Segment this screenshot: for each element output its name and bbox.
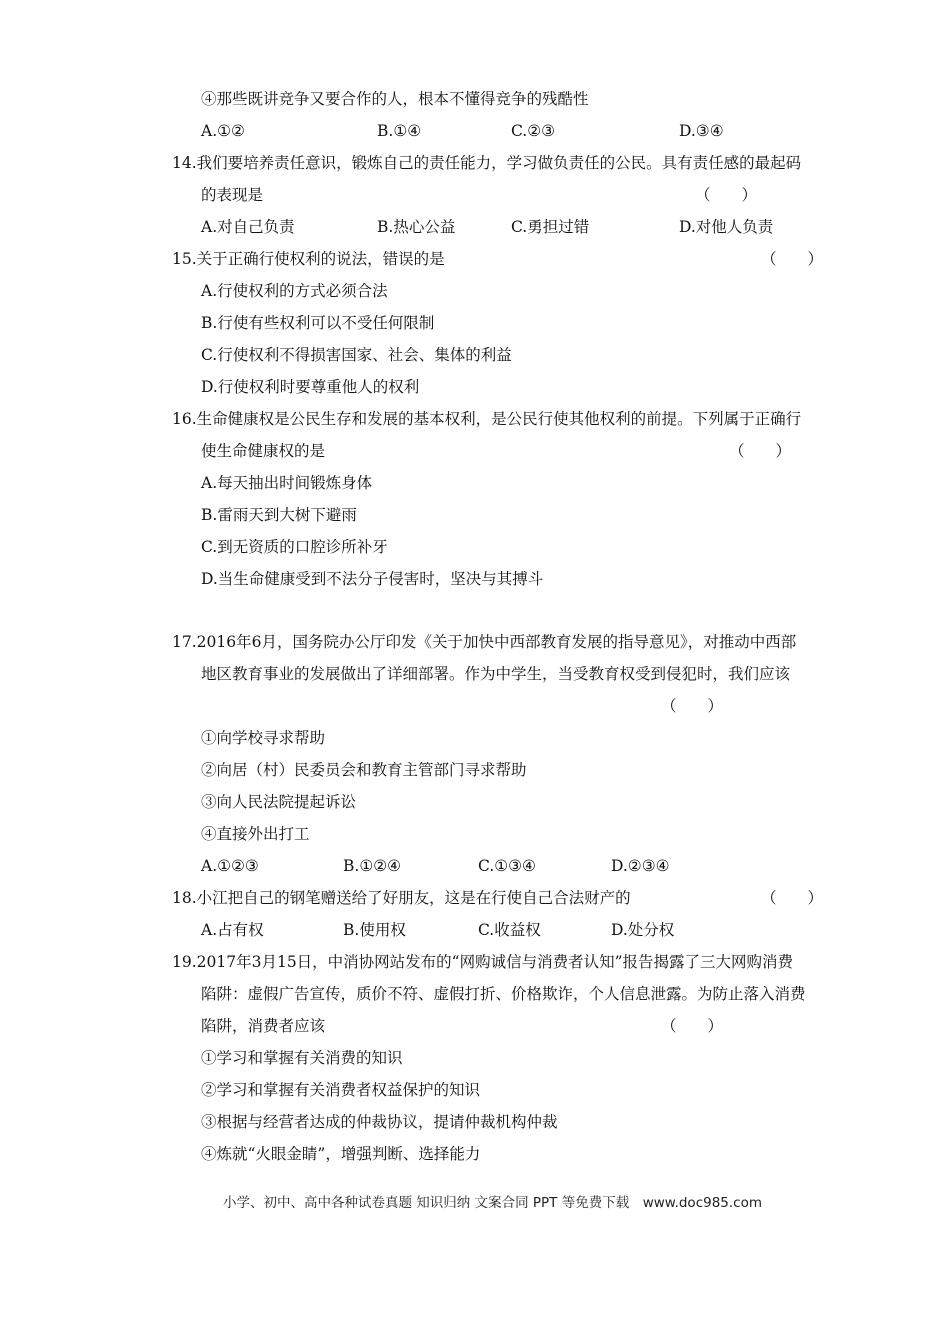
q17-stem-line1: 17.2016年6月，国务院办公厅印发《关于加快中西部教育发展的指导意见》，对推动中西部 xyxy=(172,633,797,651)
q18-option-d: D.处分权 xyxy=(611,921,675,939)
q17-item-3: ③向人民法院提起诉讼 xyxy=(201,793,357,811)
q19-item-4: ④炼就“火眼金睛”，增强判断、选择能力 xyxy=(201,1145,481,1163)
q19-answer-blank: （ ） xyxy=(661,1017,724,1035)
q17-answer-blank: （ ） xyxy=(661,697,724,715)
q13-option-c: C.②③ xyxy=(511,122,556,140)
q13-option-d: D.③④ xyxy=(679,122,724,140)
page-footer: 小学、初中、高中各种试卷真题 知识归纳 文案合同 PPT 等免费下载 www.doc985.com xyxy=(223,1195,763,1211)
q19-item-3: ③根据与经营者达成的仲裁协议，提请仲裁机构仲裁 xyxy=(201,1113,558,1131)
q17-item-1: ①向学校寻求帮助 xyxy=(201,729,326,747)
q14-answer-blank: （ ） xyxy=(695,186,758,204)
q16-option-d: D.当生命健康受到不法分子侵害时，坚决与其搏斗 xyxy=(201,570,544,588)
q19-stem-line2: 陷阱：虚假广告宣传，质价不符、虚假打折、价格欺诈，个人信息泄露。为防止落入消费 xyxy=(201,985,806,1003)
q14-option-b: B.热心公益 xyxy=(377,218,456,236)
q18-option-b: B.使用权 xyxy=(343,921,406,939)
q18-stem: 18.小江把自己的钢笔赠送给了好朋友，这是在行使自己合法财产的 xyxy=(172,889,631,907)
q14-stem-line1: 14.我们要培养责任意识，锻炼自己的责任能力，学习做负责任的公民。具有责任感的最起码 xyxy=(172,154,802,172)
q17-option-d: D.②③④ xyxy=(611,857,670,875)
q18-option-c: C.收益权 xyxy=(478,921,541,939)
q15-answer-blank: （ ） xyxy=(761,250,824,268)
q19-stem-line3: 陷阱，消费者应该 xyxy=(201,1017,326,1035)
q15-option-b: B.行使有些权利可以不受任何限制 xyxy=(201,314,435,332)
q14-stem-line2: 的表现是 xyxy=(201,186,264,204)
q17-item-2: ②向居（村）民委员会和教育主管部门寻求帮助 xyxy=(201,761,527,779)
q13-option-b: B.①④ xyxy=(377,122,422,140)
q17-option-c: C.①③④ xyxy=(478,857,536,875)
q14-option-d: D.对他人负责 xyxy=(679,218,774,236)
q15-option-a: A.行使权利的方式必须合法 xyxy=(201,282,388,300)
q14-option-c: C.勇担过错 xyxy=(511,218,590,236)
q15-option-d: D.行使权利时要尊重他人的权利 xyxy=(201,378,420,396)
q19-item-1: ①学习和掌握有关消费的知识 xyxy=(201,1049,403,1067)
q14-option-a: A.对自己负责 xyxy=(201,218,295,236)
q16-option-b: B.雷雨天到大树下避雨 xyxy=(201,506,357,524)
q18-answer-blank: （ ） xyxy=(761,889,824,907)
q16-stem-line2: 使生命健康权的是 xyxy=(201,442,326,460)
q17-option-a: A.①②③ xyxy=(201,857,259,875)
q18-option-a: A.占有权 xyxy=(201,921,264,939)
q16-stem-line1: 16.生命健康权是公民生存和发展的基本权利，是公民行使其他权利的前提。下列属于正确行 xyxy=(172,410,802,428)
q17-item-4: ④直接外出打工 xyxy=(201,825,310,843)
q15-option-c: C.行使权利不得损害国家、社会、集体的利益 xyxy=(201,346,512,364)
q13-item-4: ④那些既讲竞争又要合作的人，根本不懂得竞争的残酷性 xyxy=(201,90,589,108)
q13-option-a: A.①② xyxy=(201,122,245,140)
q17-stem-line2: 地区教育事业的发展做出了详细部署。作为中学生，当受教育权受到侵犯时，我们应该 xyxy=(201,665,791,683)
q19-stem-line1: 19.2017年3月15日，中消协网站发布的“网购诚信与消费者认知”报告揭露了三大网购消费 xyxy=(172,953,794,971)
q15-stem: 15.关于正确行使权利的说法，错误的是 xyxy=(172,250,445,268)
q16-answer-blank: （ ） xyxy=(729,442,792,460)
q17-option-b: B.①②④ xyxy=(343,857,402,875)
q19-item-2: ②学习和掌握有关消费者权益保护的知识 xyxy=(201,1081,481,1099)
q16-option-c: C.到无资质的口腔诊所补牙 xyxy=(201,538,388,556)
q16-option-a: A.每天抽出时间锻炼身体 xyxy=(201,474,373,492)
